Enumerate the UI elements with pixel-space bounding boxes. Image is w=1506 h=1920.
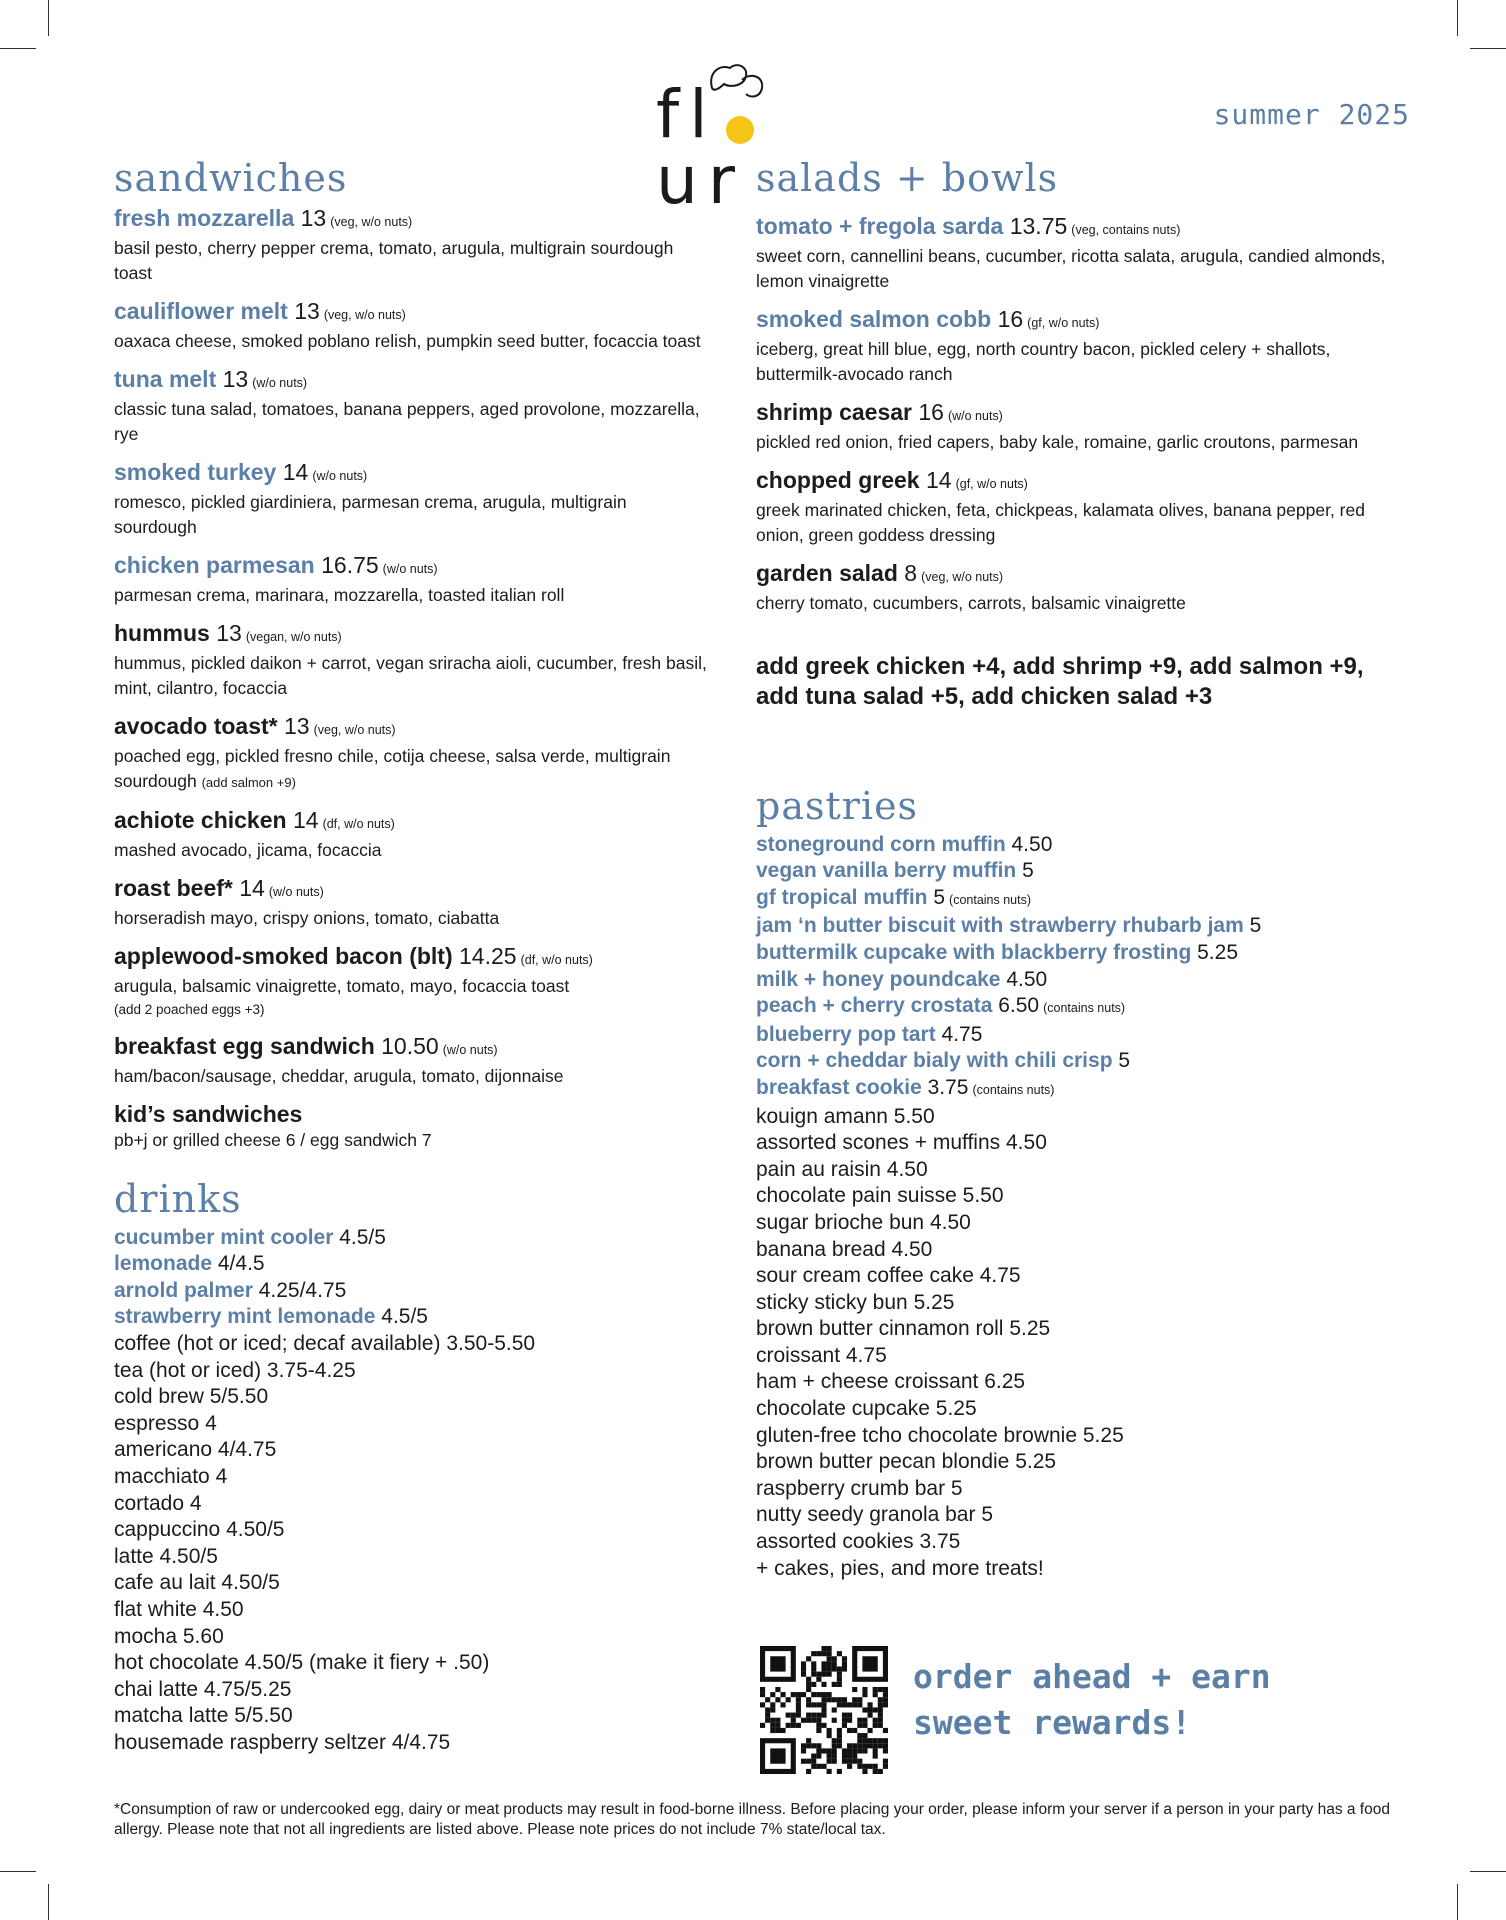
item-price: 16.75 xyxy=(321,551,379,578)
item-name: gluten-free tcho chocolate brownie xyxy=(756,1423,1078,1447)
sandwich-item xyxy=(114,874,714,931)
item-price: 5.50 xyxy=(962,1184,1004,1208)
sandwich-item xyxy=(114,712,714,795)
sandwich-list xyxy=(114,204,714,1153)
item-name: brown butter pecan blondie xyxy=(756,1450,1010,1474)
item-tag: (contains nuts) xyxy=(949,892,1032,907)
item-tag: (w/o nuts) xyxy=(442,1042,498,1057)
item-name: chopped greek xyxy=(756,466,920,493)
item-price: 4.50 xyxy=(891,1237,933,1261)
item-price: 4.50 xyxy=(1006,967,1048,991)
sandwich-item xyxy=(114,942,714,1021)
item-description: romesco, pickled giardiniera, parmesan crema, arugula, multigrain sourdough xyxy=(114,491,627,537)
item-price: 5.25 xyxy=(1009,1317,1051,1341)
drink-item xyxy=(114,1331,714,1358)
logo-text-left: fl xyxy=(656,76,718,153)
item-description: sweet corn, cannellini beans, cucumber, ricotta salata, arugula, candied almonds, lemon vinaigrette xyxy=(756,245,1386,291)
item-price: 5.50 xyxy=(893,1104,935,1128)
item-price: 5 xyxy=(981,1503,994,1527)
season-label: summer 2025 xyxy=(1213,98,1410,131)
sandwich-item xyxy=(114,1100,714,1153)
item-name: stoneground corn muffin xyxy=(756,832,1006,856)
sandwich-item xyxy=(114,619,714,701)
item-price: 4 xyxy=(205,1411,217,1435)
pastry-item xyxy=(756,967,1406,994)
item-name: americano xyxy=(114,1438,213,1462)
sandwich-item xyxy=(114,204,714,286)
item-description: greek marinated chicken, feta, chickpeas, kalamata olives, banana pepper, red onion, green goddess dressing xyxy=(756,499,1365,545)
drink-item xyxy=(114,1570,714,1597)
item-name: sour cream coffee cake xyxy=(756,1264,974,1288)
drink-item xyxy=(114,1517,714,1544)
right-column xyxy=(756,158,1406,1582)
promo-text xyxy=(913,1654,1271,1746)
item-heading xyxy=(114,458,714,490)
pastry-item xyxy=(756,1183,1406,1210)
drink-item xyxy=(114,1437,714,1464)
salad-item xyxy=(756,398,1406,455)
item-name: cappuccino xyxy=(114,1518,221,1542)
drink-list xyxy=(114,1225,714,1757)
item-price: 5.25 xyxy=(1197,940,1238,964)
item-name: gf tropical muffin xyxy=(756,885,928,909)
item-tag: (gf, w/o nuts) xyxy=(1027,315,1100,330)
item-price: 10.50 xyxy=(381,1032,439,1059)
pastry-item xyxy=(756,858,1406,885)
drink-item xyxy=(114,1278,714,1305)
item-price: 5 xyxy=(1249,914,1262,938)
item-description: pb+j or grilled cheese 6 / egg sandwich 7 xyxy=(114,1129,432,1150)
drink-item xyxy=(114,1384,714,1411)
item-tag: (w/o nuts) xyxy=(252,375,308,390)
item-name: hummus xyxy=(114,619,210,646)
qr-code-icon[interactable] xyxy=(760,1646,888,1774)
crop-mark xyxy=(0,1871,36,1872)
item-price: 3.50-5.50 xyxy=(446,1331,536,1355)
item-tag: (df, w/o nuts) xyxy=(322,816,395,831)
item-price: 4.25/4.75 xyxy=(258,1278,347,1302)
item-tag: (veg, w/o nuts) xyxy=(921,569,1004,584)
item-price: 4 xyxy=(189,1491,202,1515)
item-name: buttermilk cupcake with blackberry frosting xyxy=(756,940,1192,964)
item-price: 4/4.75 xyxy=(217,1438,277,1462)
salad-addons: add greek chicken +4, add shrimp +9, add salmon +9, add tuna salad +5, add chicken salad +3 xyxy=(756,652,1364,710)
item-name: assorted cookies xyxy=(756,1530,914,1554)
item-name: fresh mozzarella xyxy=(114,204,295,231)
item-name: kouign amann xyxy=(756,1104,888,1128)
item-description: oaxaca cheese, smoked poblano relish, pumpkin seed butter, focaccia toast xyxy=(114,330,701,351)
sandwiches-title: sandwiches xyxy=(114,156,348,200)
item-name: + cakes, pies, and more treats! xyxy=(756,1556,1044,1580)
item-name: roast beef* xyxy=(114,874,233,901)
item-price: 4.50/5 xyxy=(159,1544,218,1568)
item-name: chai latte xyxy=(114,1677,199,1701)
pastry-item xyxy=(756,1157,1406,1184)
item-description: iceberg, great hill blue, egg, north country bacon, pickled celery + shallots, buttermilk-avocado ranch xyxy=(756,338,1331,384)
item-price: 5 xyxy=(933,885,946,909)
item-price: 6.50 xyxy=(998,994,1040,1018)
item-name: raspberry crumb bar xyxy=(756,1476,946,1500)
item-name: sticky sticky bun xyxy=(756,1290,908,1314)
salad-item xyxy=(756,559,1406,616)
item-name: ham + cheese croissant xyxy=(756,1370,979,1394)
item-price: 14 xyxy=(239,874,265,901)
item-price: 5.60 xyxy=(182,1624,224,1648)
item-heading xyxy=(114,1032,714,1064)
item-price: 13 xyxy=(300,204,327,231)
item-name: housemade raspberry seltzer xyxy=(114,1730,386,1754)
item-heading xyxy=(114,297,714,329)
item-price: 4.50 xyxy=(1011,832,1053,856)
left-column xyxy=(114,158,714,1756)
item-name: assorted scones + muffins xyxy=(756,1131,1001,1155)
item-price: 4/4.5 xyxy=(217,1252,265,1276)
item-description: mashed avocado, jicama, focaccia xyxy=(114,839,382,860)
pastry-item xyxy=(756,913,1406,940)
item-name: mocha xyxy=(114,1624,178,1648)
item-name: flat white xyxy=(114,1597,197,1621)
item-price: 5.25 xyxy=(913,1290,955,1314)
drink-item xyxy=(114,1491,714,1518)
salad-item xyxy=(756,305,1406,387)
drink-item xyxy=(114,1251,714,1278)
pastry-item xyxy=(756,1237,1406,1264)
item-name: peach + cherry crostata xyxy=(756,994,993,1018)
crop-mark xyxy=(48,0,49,36)
drink-item xyxy=(114,1624,714,1651)
item-name: tomato + fregola sarda xyxy=(756,212,1004,239)
item-note: (add salmon +9) xyxy=(201,774,296,790)
item-price: 13.75 xyxy=(1009,212,1068,239)
item-price: 5/5.50 xyxy=(234,1704,293,1728)
item-price: 4.75 xyxy=(845,1343,887,1367)
promo-line-1: order ahead + earn xyxy=(913,1657,1271,1696)
item-name: chicken parmesan xyxy=(114,551,315,578)
item-name: shrimp caesar xyxy=(756,398,912,425)
pastry-item xyxy=(756,1476,1406,1503)
pastry-item xyxy=(756,940,1406,967)
order-ahead-block xyxy=(760,1646,1360,1780)
item-name: vegan vanilla berry muffin xyxy=(756,859,1017,883)
item-tag: (contains nuts) xyxy=(972,1082,1055,1097)
item-name: applewood-smoked bacon (blt) xyxy=(114,942,453,969)
item-description: ham/bacon/sausage, cheddar, arugula, tomato, dijonnaise xyxy=(114,1065,564,1086)
item-description: classic tuna salad, tomatoes, banana peppers, aged provolone, mozzarella, rye xyxy=(114,398,700,444)
item-tag: (df, w/o nuts) xyxy=(520,952,593,967)
salad-item xyxy=(756,466,1406,548)
item-tag: (w/o nuts) xyxy=(947,408,1003,423)
sandwich-item xyxy=(114,365,714,447)
sandwich-item xyxy=(114,458,714,540)
item-price: 4.75 xyxy=(941,1022,983,1046)
pastry-item xyxy=(756,1048,1406,1075)
drink-item xyxy=(114,1358,714,1385)
item-price: 3.75 xyxy=(919,1530,961,1554)
drink-item xyxy=(114,1703,714,1730)
item-name: sugar brioche bun xyxy=(756,1210,925,1234)
item-name: breakfast egg sandwich xyxy=(114,1032,375,1059)
item-price: 4 xyxy=(215,1464,228,1488)
item-price: 14.25 xyxy=(459,942,517,969)
item-heading xyxy=(114,619,714,651)
item-price: 16 xyxy=(918,398,944,425)
item-heading xyxy=(756,559,1406,591)
item-name: milk + honey poundcake xyxy=(756,967,1001,991)
pastry-item xyxy=(756,1130,1406,1157)
pastry-item xyxy=(756,1449,1406,1476)
pastry-item xyxy=(756,1343,1406,1370)
item-name: cucumber mint cooler xyxy=(114,1225,334,1249)
sandwich-item xyxy=(114,551,714,608)
crop-mark xyxy=(48,1884,49,1920)
item-price: 13 xyxy=(284,712,310,739)
item-price: 14 xyxy=(292,806,319,833)
item-name: banana bread xyxy=(756,1237,886,1261)
item-price: 4.50/5 xyxy=(226,1518,285,1542)
item-name: nutty seedy granola bar xyxy=(756,1503,976,1527)
crop-mark xyxy=(1457,1884,1458,1920)
item-name: breakfast cookie xyxy=(756,1075,922,1099)
item-price: 4.50 xyxy=(202,1597,244,1621)
pastry-item xyxy=(756,1502,1406,1529)
item-price: 5 xyxy=(950,1476,963,1500)
item-name: smoked turkey xyxy=(114,458,277,485)
sandwich-item xyxy=(114,297,714,354)
promo-line-2: sweet rewards! xyxy=(913,1703,1192,1742)
item-description: hummus, pickled daikon + carrot, vegan sriracha aioli, cucumber, fresh basil, mint, cilantro, focaccia xyxy=(114,652,707,698)
item-price: 5 xyxy=(1022,859,1034,883)
item-name: cortado xyxy=(114,1491,185,1515)
item-tag: (contains nuts) xyxy=(1043,1001,1126,1016)
item-heading xyxy=(114,712,714,744)
item-note: (add 2 poached eggs +3) xyxy=(114,1001,265,1017)
pastry-item xyxy=(756,993,1406,1022)
item-tag: (w/o nuts) xyxy=(312,468,368,483)
item-tag: (veg, w/o nuts) xyxy=(330,214,413,229)
item-price: 5 xyxy=(1118,1049,1131,1073)
drink-item xyxy=(114,1677,714,1704)
item-name: croissant xyxy=(756,1343,841,1367)
drink-item xyxy=(114,1544,714,1571)
pastry-item xyxy=(756,1396,1406,1423)
item-name: cauliflower melt xyxy=(114,297,288,324)
sandwich-item xyxy=(114,1032,714,1089)
crop-mark xyxy=(0,48,36,49)
item-price: 4.75 xyxy=(979,1264,1021,1288)
item-price: 13 xyxy=(216,619,242,646)
item-heading xyxy=(114,942,714,974)
item-heading xyxy=(114,874,714,906)
item-name: latte xyxy=(114,1544,154,1568)
item-price: 3.75-4.25 xyxy=(266,1358,356,1382)
item-description: horseradish mayo, crispy onions, tomato, ciabatta xyxy=(114,907,500,928)
item-name: avocado toast* xyxy=(114,712,278,739)
pastries-title: pastries xyxy=(756,783,919,828)
drink-item xyxy=(114,1730,714,1757)
drink-item xyxy=(114,1304,714,1331)
item-name: arnold palmer xyxy=(114,1278,253,1302)
item-tag: (veg, w/o nuts) xyxy=(323,307,406,322)
item-price: 4.5/5 xyxy=(381,1305,428,1329)
item-name: cafe au lait xyxy=(114,1571,216,1595)
item-price: 4.50/5 xyxy=(221,1571,280,1595)
item-price: 4.50 xyxy=(1006,1131,1047,1155)
item-price: 3.75 xyxy=(927,1075,969,1099)
item-price: 4.50/5 (make it fiery + .50) xyxy=(244,1651,490,1675)
item-name: jam ‘n butter biscuit with strawberry rhubarb jam xyxy=(756,914,1244,938)
item-tag: (w/o nuts) xyxy=(268,884,324,899)
drink-item xyxy=(114,1597,714,1624)
item-price: 4.50 xyxy=(886,1157,928,1181)
item-heading xyxy=(114,365,714,397)
item-description: poached egg, pickled fresno chile, cotija cheese, salsa verde, multigrain sourdough (add salmon +9) xyxy=(114,745,671,791)
item-price: 14 xyxy=(282,458,309,485)
logo-text-right: ur xyxy=(656,142,745,219)
item-price: 13 xyxy=(294,297,320,324)
item-price: 4/4.75 xyxy=(391,1730,451,1754)
item-name: hot chocolate xyxy=(114,1651,239,1675)
item-price: 8 xyxy=(904,559,918,586)
item-description: cherry tomato, cucumbers, carrots, balsamic vinaigrette xyxy=(756,592,1186,613)
pastry-item xyxy=(756,1022,1406,1049)
allergy-footnote: *Consumption of raw or undercooked egg, dairy or meat products may result in food-borne illness. Before placing your order, please inform your server if a person in your party has a food allergy. Please note that not all ingredients are listed above. Please note prices do not include 7% state/local tax. xyxy=(114,1801,1390,1838)
item-price: 16 xyxy=(997,305,1024,332)
pastry-list xyxy=(756,832,1406,1583)
item-name: blueberry pop tart xyxy=(756,1022,936,1046)
salad-list xyxy=(756,212,1406,616)
pastry-item xyxy=(756,1104,1406,1131)
salads-title: salads + bowls xyxy=(756,156,1059,200)
drink-item xyxy=(114,1464,714,1491)
pastry-item xyxy=(756,1290,1406,1317)
pastry-item xyxy=(756,1556,1406,1583)
item-name: tuna melt xyxy=(114,365,217,392)
pastry-item xyxy=(756,1423,1406,1450)
item-name: chocolate pain suisse xyxy=(756,1184,957,1208)
item-price: 4.5/5 xyxy=(339,1225,386,1249)
item-tag: (w/o nuts) xyxy=(382,561,438,576)
item-heading xyxy=(114,551,714,583)
item-heading xyxy=(114,1100,714,1128)
sandwich-item xyxy=(114,806,714,863)
crop-mark xyxy=(1470,1871,1506,1872)
item-price: 5/5.50 xyxy=(209,1385,269,1409)
item-name: lemonade xyxy=(114,1252,213,1276)
item-price: 13 xyxy=(222,365,249,392)
item-price: 4.50 xyxy=(929,1210,971,1234)
pastry-item xyxy=(756,1369,1406,1396)
item-heading xyxy=(756,305,1406,337)
item-name: smoked salmon cobb xyxy=(756,305,992,332)
pastry-item xyxy=(756,1075,1406,1104)
item-heading xyxy=(756,398,1406,430)
crop-mark xyxy=(1470,48,1506,49)
item-heading xyxy=(756,212,1406,244)
crop-mark xyxy=(1457,0,1458,36)
item-price: 5.25 xyxy=(1015,1450,1057,1474)
item-tag: (veg, contains nuts) xyxy=(1071,222,1181,237)
item-heading xyxy=(114,806,714,838)
item-price: 5.25 xyxy=(1082,1423,1124,1447)
drink-item xyxy=(114,1650,714,1677)
pastry-item xyxy=(756,885,1406,914)
item-price: 5.25 xyxy=(935,1397,977,1421)
item-heading xyxy=(756,466,1406,498)
item-name: coffee (hot or iced; decaf available) xyxy=(114,1331,441,1355)
item-name: cold brew xyxy=(114,1385,204,1409)
item-description: arugula, balsamic vinaigrette, tomato, mayo, focaccia toast xyxy=(114,975,570,996)
drinks-title: drinks xyxy=(114,1176,242,1221)
item-name: tea (hot or iced) xyxy=(114,1358,262,1382)
item-name: achiote chicken xyxy=(114,806,287,833)
pastry-item xyxy=(756,1316,1406,1343)
pastry-item xyxy=(756,1263,1406,1290)
item-description: basil pesto, cherry pepper crema, tomato, arugula, multigrain sourdough toast xyxy=(114,237,674,283)
item-name: brown butter cinnamon roll xyxy=(756,1317,1004,1341)
item-tag: (gf, w/o nuts) xyxy=(955,476,1028,491)
item-tag: (veg, w/o nuts) xyxy=(313,722,396,737)
item-price: 4.75/5.25 xyxy=(203,1677,292,1701)
drink-item xyxy=(114,1225,714,1252)
item-price: 6.25 xyxy=(984,1370,1026,1394)
item-price: 14 xyxy=(926,466,952,493)
item-name: pain au raisin xyxy=(756,1157,881,1181)
pastry-item xyxy=(756,1210,1406,1237)
item-name: espresso xyxy=(114,1411,200,1435)
pastry-item xyxy=(756,1529,1406,1556)
item-name: kid’s sandwiches xyxy=(114,1100,303,1127)
item-tag: (vegan, w/o nuts) xyxy=(245,629,342,644)
item-name: strawberry mint lemonade xyxy=(114,1305,376,1329)
drink-item xyxy=(114,1411,714,1438)
item-name: macchiato xyxy=(114,1464,210,1488)
item-description: parmesan crema, marinara, mozzarella, toasted italian roll xyxy=(114,584,565,605)
pastry-item xyxy=(756,832,1406,859)
item-name: corn + cheddar bialy with chili crisp xyxy=(756,1049,1113,1073)
salad-item xyxy=(756,212,1406,294)
item-name: garden salad xyxy=(756,559,898,586)
item-name: matcha latte xyxy=(114,1704,229,1728)
flour-logo xyxy=(650,58,850,219)
item-heading xyxy=(114,204,714,236)
item-description: pickled red onion, fried capers, baby kale, romaine, garlic croutons, parmesan xyxy=(756,431,1359,452)
item-name: chocolate cupcake xyxy=(756,1397,930,1421)
